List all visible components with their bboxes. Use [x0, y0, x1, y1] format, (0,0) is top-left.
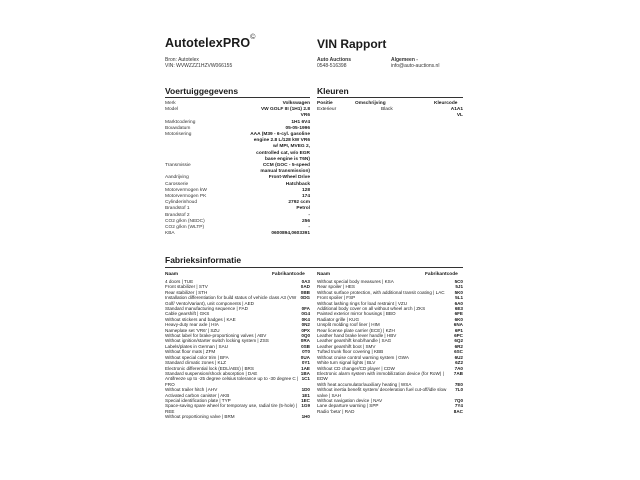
factory-option-code: 1AE	[301, 365, 310, 371]
factory-option-name: Electronic alarm system with immobilization device (for RoW) | EDW	[317, 370, 444, 382]
general-email[interactable]: info@auto-auctions.nl	[391, 63, 440, 69]
spec-value: Front-Wheel Drive	[268, 175, 310, 181]
factory-option-code: 6R2	[454, 343, 463, 349]
spec-row	[165, 132, 310, 163]
factory-option-code: 6NA	[453, 322, 463, 328]
spec-label: Motorvermogen PK	[165, 194, 207, 200]
spec-label: Brandstof 1	[165, 206, 190, 212]
factory-options-right	[317, 279, 463, 414]
factory-option-name: Cable gearshift | GKS	[165, 311, 210, 317]
factory-option-name: Without special color trim | BFA	[165, 354, 229, 360]
factory-option-name: Without label for brake-proportioning valves | ABV	[165, 333, 267, 339]
factory-option-name: Without navigation device | NAV	[317, 397, 383, 403]
factory-option-code: 6FE	[454, 311, 463, 317]
factory-option-code: 5L1	[455, 295, 463, 301]
factory-option-code: 1EC	[301, 397, 310, 403]
auctions-name: Auto Auctions	[317, 57, 351, 63]
factory-option-row	[317, 387, 463, 398]
factory-option-row	[165, 376, 310, 387]
factory-option-name: Without special body measures | KSA	[317, 279, 394, 284]
factory-option-code: 1H0	[301, 414, 310, 420]
factory-option-name: Without lashing rings for load restraint | VZU	[317, 300, 408, 306]
factory-option-name: Antifreeze up to -25 degree celsius tolerance up to -30 degree C | FRO	[165, 376, 299, 387]
vin-report-page	[155, 0, 485, 480]
factory-option-code: 7E0	[454, 381, 463, 387]
section-divider	[165, 97, 310, 98]
factory-option-code: 0T0	[302, 349, 310, 355]
factory-option-name: 4 doors | TUE	[165, 279, 194, 284]
colors-code-value: A1A1 VL	[450, 107, 463, 119]
section-title-vehicle: Voertuiggegevens	[165, 86, 239, 96]
factory-option-name: Without surface protection, with additional transit coating | LAC	[317, 289, 445, 295]
factory-option-code: 0A3	[301, 279, 310, 284]
factory-option-code: 6PC	[454, 333, 463, 339]
factory-option-name: Tufted trunk floor covering | KBB	[317, 349, 384, 355]
spec-value: CCM (GOC - 5-speed manual transmission)	[260, 163, 310, 175]
factory-option-code: 0PX	[301, 327, 310, 333]
factory-option-code: 0DG	[300, 295, 310, 301]
factory-option-name: Standard climatic zones | KLZ	[165, 360, 226, 366]
factory-option-row	[317, 371, 463, 382]
factory-option-code: 1BA	[300, 370, 310, 376]
factory-option-code: 7A0	[454, 365, 463, 371]
factory-option-name: Standard manufacturing sequence | FAD	[165, 306, 248, 312]
spec-value: AAA (M39 - 6-cyl. gasoline engine 2.8 L/128 kW VR6 w/ MPI, MVEG 2, controlled cat, w/o EGR base engine is T6N)	[250, 132, 310, 162]
general-info	[391, 57, 439, 69]
colors-col-code: Kleurcode	[434, 101, 458, 106]
spec-row	[165, 107, 310, 119]
factory-option-code: 1D0	[301, 387, 310, 393]
brand-logo	[165, 36, 256, 50]
factory-option-name: Space-saving spare wheel for temporary use, radial tire (5-hole) | REE	[165, 403, 298, 414]
spec-value: 2792 ccm	[288, 200, 310, 206]
factory-option-code: 6Q2	[454, 338, 463, 344]
factory-option-name: Standard suspension/shock absorption | DAE	[165, 370, 258, 376]
general-label: Algemeen -	[391, 57, 418, 63]
spec-value: VW GOLF III (1H1) 2.8 VR6	[260, 107, 310, 119]
factory-option-name: With heat accumulator/auxiliary heating | WSA	[317, 381, 412, 387]
factory-option-name: Activated carbon canister | AKB	[165, 392, 230, 398]
factory-option-code: 6Z2	[455, 360, 463, 366]
spec-label: CO2 g/km (NEDC)	[165, 218, 205, 224]
factory-option-row	[165, 414, 310, 419]
factory-option-name: Leather gearshift boot | SMV	[317, 343, 376, 349]
colors-description-value: Black	[381, 107, 393, 112]
factory-option-code: 6SC	[454, 349, 463, 355]
factory-option-code: 7L0	[455, 387, 463, 393]
factory-option-name: Without floor mats | ZFM	[165, 349, 216, 355]
factory-option-name: Without cruise control warning system | GWA	[317, 354, 409, 360]
factory-option-name: Without stickers and badges | KAE	[165, 316, 236, 322]
spec-label: Model	[165, 107, 179, 113]
spec-value: 128	[301, 187, 310, 193]
factory-option-row	[165, 403, 310, 414]
factory-option-code: 5K0	[454, 289, 463, 295]
spec-value: 0600894,0603391	[271, 231, 310, 237]
section-title-colors: Kleuren	[317, 86, 349, 96]
spec-row	[165, 231, 310, 237]
factory-option-code: 6U2	[454, 354, 463, 360]
factory-option-code: 1G9	[301, 403, 310, 409]
factory-option-code: 0FA	[301, 306, 310, 312]
factory-option-code: 0Q0	[301, 333, 310, 339]
spec-value: 256	[301, 218, 310, 224]
factory-option-code: 1C1	[301, 376, 310, 382]
factory-option-code: 0N2	[301, 322, 310, 328]
factory-option-name: Lane departure warning | SPP	[317, 403, 379, 409]
factory-option-code: 5C0	[454, 279, 463, 284]
factory-option-code: 6E3	[454, 306, 463, 312]
vehicle-spec-list	[165, 101, 310, 237]
factory-option-name: White turn signal lights | BLV	[317, 360, 376, 366]
factory-option-code: 7AB	[453, 370, 463, 376]
factory-option-name: Heavy-duty rear axle | HIA	[165, 322, 219, 328]
spec-value: -	[308, 225, 310, 231]
factory-option-code: 0UA	[300, 354, 310, 360]
factory-col-code-right: Fabrikantcode	[425, 272, 458, 277]
auctions-info	[317, 57, 351, 69]
factory-option-code: 0Y1	[301, 360, 310, 366]
factory-option-code: 6A0	[454, 300, 463, 306]
factory-option-name: Without inertia benefit system/ deceleration fuel cut-off/idle slow valve | SAH	[317, 387, 447, 398]
factory-option-code: 1E1	[301, 392, 310, 398]
factory-option-name: Installation differentiation for build status of vehicle class A3 (VW Golf/ Vento/Variant), unit components | AED	[165, 295, 297, 306]
factory-option-code: 0K4	[301, 316, 310, 322]
factory-option-row	[165, 295, 310, 306]
factory-col-code-left: Fabrikantcode	[272, 272, 305, 277]
spec-label: Merk	[165, 101, 176, 106]
colors-col-description: Omschrijving	[355, 101, 386, 106]
spec-label: Cylinderinhoud	[165, 200, 197, 206]
factory-option-name: Electronic differential lock (EDL/ABS) | BRS	[165, 365, 254, 371]
spec-value: Petrol	[296, 206, 310, 212]
factory-option-name: Leather gearshift knob/handle | SAG	[317, 338, 392, 344]
spec-label: Brandstof 2	[165, 212, 190, 218]
factory-options-left	[165, 279, 310, 420]
factory-option-code: 0RA	[300, 338, 310, 344]
spec-value: Volkswagen	[282, 101, 310, 106]
factory-option-name: Special identification plate | TYP	[165, 397, 231, 403]
factory-option-code: 6P1	[454, 327, 463, 333]
brand-name: AutotelexPRO	[165, 36, 251, 50]
factory-option-code: 0AD	[300, 284, 310, 290]
factory-option-code: 8AC	[453, 408, 463, 414]
spec-label: Bouwdatum	[165, 125, 191, 131]
section-title-factory: Fabrieksinformatie	[165, 255, 242, 265]
factory-option-name: Unsplit molding roof liner | HIM	[317, 322, 380, 328]
factory-option-row	[317, 409, 463, 414]
factory-option-name: Rear stabilizer | STH	[165, 289, 208, 295]
spec-value: 05-05-1996	[285, 125, 310, 131]
factory-option-code: 7Y4	[454, 403, 463, 409]
auctions-phone: 0548-516398	[317, 63, 347, 69]
factory-option-name: Front spoiler | FSP	[317, 295, 356, 301]
report-title: VIN Rapport	[317, 37, 387, 51]
factory-option-name: Radiator grille | KUG	[317, 316, 360, 322]
factory-option-code: 0SB	[301, 343, 310, 349]
factory-option-code: 6K0	[454, 316, 463, 322]
brand-mark: ©	[250, 34, 256, 41]
factory-option-name: Without proportioning valve | BRM	[165, 414, 235, 420]
factory-option-name: Without ignition/starter switch locking system | ZSS	[165, 338, 269, 344]
source-line: Bron: Autotelex	[165, 57, 199, 63]
spec-value: -	[308, 212, 310, 218]
vin-line: VIN: WVWZZZ1HZVW066155	[165, 63, 233, 69]
factory-option-code: 0BB	[300, 289, 310, 295]
factory-option-name: Without CD changer/CD player | CDW	[317, 365, 395, 371]
spec-label: Transmissie	[165, 163, 191, 169]
source-info	[165, 57, 232, 69]
factory-col-name-right: Naam	[317, 272, 331, 277]
spec-label: Carosserie	[165, 181, 189, 187]
colors-col-position: Positie	[317, 101, 333, 106]
spec-label: Motorvermogen kW	[165, 187, 207, 193]
spec-row	[165, 163, 310, 175]
factory-option-name: Labels/plates in German | SAU	[165, 343, 228, 349]
spec-value: 174	[301, 194, 310, 200]
factory-option-name: Front stabilizer | STV	[165, 284, 208, 290]
section-divider	[317, 97, 463, 98]
factory-option-name: Painted exterior mirror housings | BBO	[317, 311, 396, 317]
spec-label: CO2 g/km (WLTP)	[165, 225, 205, 231]
factory-option-name: Leather hand brake lever handle | HBV	[317, 333, 397, 339]
factory-option-name: Additional body cover on all without wheel arch | ZKS	[317, 306, 426, 312]
factory-option-name: Rear spoiler | HES	[317, 284, 355, 290]
factory-option-code: 5J1	[455, 284, 463, 290]
factory-col-name-left: Naam	[165, 272, 179, 277]
factory-option-name: Rear license plate carrier (ECE) | KZH	[317, 327, 395, 333]
factory-option-code: 0G4	[301, 311, 310, 317]
colors-position-value: Exterieur	[317, 107, 337, 112]
factory-option-name: Without trailer hitch | AHV	[165, 387, 218, 393]
section-divider	[165, 267, 463, 268]
factory-option-name: Nameplate set 'VR6' | SZU	[165, 327, 220, 333]
spec-label: Aandrijving	[165, 175, 189, 181]
spec-value: Hatchback	[285, 181, 310, 187]
factory-option-name: Radio 'beta' | RAD	[317, 408, 355, 414]
spec-label: Motorisering	[165, 132, 192, 138]
spec-label: Marktcodering	[165, 119, 196, 125]
factory-option-code: 7Q0	[454, 397, 463, 403]
spec-label: KBA	[165, 231, 175, 237]
spec-value: 1H1 6V4	[291, 119, 310, 125]
